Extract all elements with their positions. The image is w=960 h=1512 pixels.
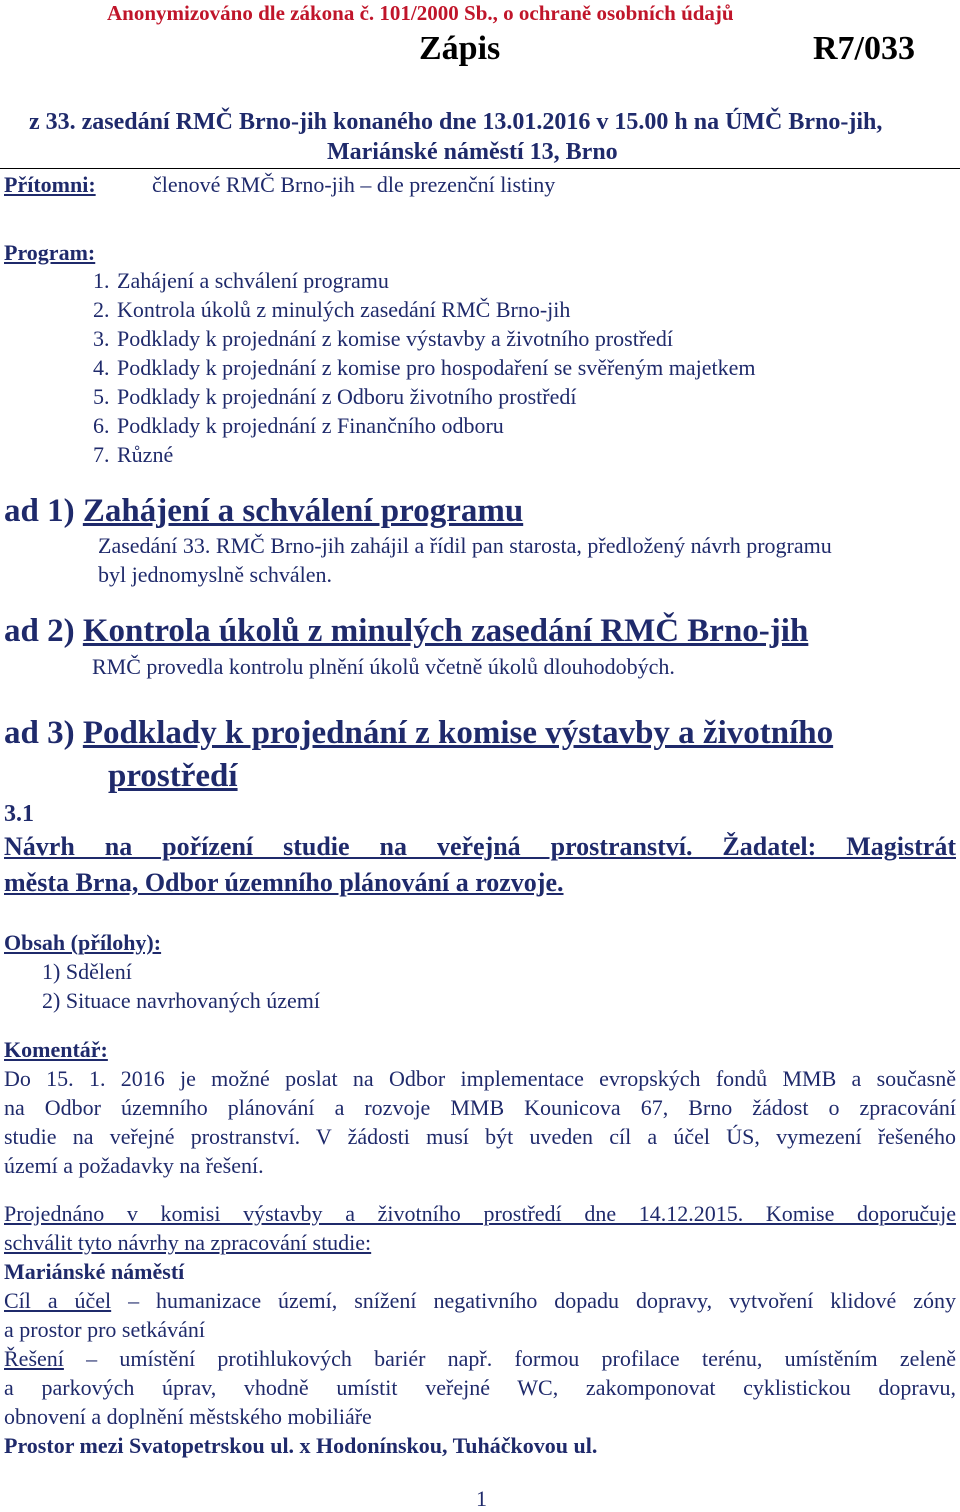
goal-line-2: a prostor pro setkávání bbox=[4, 1317, 205, 1342]
section-heading-ad3 bbox=[4, 714, 833, 752]
program-item: 1. Zahájení a schválení programu bbox=[93, 268, 389, 293]
comment-line: Do 15. 1. 2016 je možné poslat na Odbor implementace evropských fondů MMB a současně bbox=[4, 1066, 956, 1091]
section-prefix: ad 3) bbox=[4, 715, 75, 751]
comment-line: studie na veřejné prostranství. V žádosti musí být uveden cíl a účel ÚS, vymezení řešeného bbox=[4, 1124, 956, 1149]
contents-item: 2) Situace navrhovaných území bbox=[42, 988, 320, 1013]
session-line-1: z 33. zasedání RMČ Brno-jih konaného dne 13.01.2016 v 15.00 h na ÚMČ Brno-jih, bbox=[29, 109, 883, 135]
anonymization-notice: Anonymizováno dle zákona č. 101/2000 Sb., o ochraně osobních údajů bbox=[107, 1, 734, 25]
solution-line-2: a parkových úprav, vhodně umístit veřejné WC, zakomponovat cyklistickou dopravu, bbox=[4, 1375, 956, 1400]
section-title-continued: prostředí bbox=[108, 758, 238, 794]
program-item: 5. Podklady k projednání z Odboru životního prostředí bbox=[93, 384, 577, 409]
attendance-label: Přítomni: bbox=[4, 172, 96, 197]
goal-line-1: Cíl a účel – humanizace území, snížení negativního dopadu dopravy, vytvoření klidové zóny bbox=[4, 1288, 956, 1313]
program-item: 6. Podklady k projednání z Finančního odboru bbox=[93, 413, 504, 438]
program-item: 3. Podklady k projednání z komise výstavby a životního prostředí bbox=[93, 326, 674, 351]
ad1-body-line-1: Zasedání 33. RMČ Brno-jih zahájil a řídil pan starosta, předložený návrh programu bbox=[98, 533, 832, 558]
attendance-value: členové RMČ Brno-jih – dle prezenční listiny bbox=[152, 172, 556, 197]
program-list bbox=[93, 268, 755, 471]
section-prefix: ad 1) bbox=[4, 493, 75, 529]
goal-label: Cíl a účel bbox=[4, 1288, 112, 1313]
section-heading-ad1 bbox=[4, 492, 523, 530]
header-divider bbox=[0, 168, 960, 169]
section-heading-ad2 bbox=[4, 612, 808, 650]
contents-label: Obsah (přílohy): bbox=[4, 930, 162, 955]
page-number: 1 bbox=[476, 1486, 487, 1511]
program-item: 4. Podklady k projednání z komise pro hospodaření se svěřeným majetkem bbox=[93, 355, 756, 380]
place-heading-marianske: Mariánské náměstí bbox=[4, 1259, 185, 1284]
comment-line: na Odbor územního plánování a rozvoje MMB Kounicova 67, Brno žádost o zpracování bbox=[4, 1095, 956, 1120]
doc-reference: R7/033 bbox=[813, 30, 915, 67]
doc-title: Zápis bbox=[419, 30, 501, 67]
comment-label: Komentář: bbox=[4, 1037, 108, 1062]
contents-item: 1) Sdělení bbox=[42, 959, 132, 984]
item-number: 3.1 bbox=[4, 801, 34, 827]
comment-line: území a požadavky na řešení. bbox=[4, 1153, 264, 1178]
solution-line-1: Řešení – umístění protihlukových bariér např. formou profilace terénu, umístěním zeleně bbox=[4, 1346, 956, 1371]
section-title: Kontrola úkolů z minulých zasedání RMČ Brno-jih bbox=[82, 613, 809, 649]
solution-label: Řešení bbox=[4, 1346, 64, 1371]
solution-line-3: obnovení a doplnění městského mobiliáře bbox=[4, 1404, 372, 1429]
committee-line-2: schválit tyto návrhy na zpracování studie: bbox=[4, 1230, 372, 1255]
section-title: Zahájení a schválení programu bbox=[82, 493, 524, 529]
item-heading-line-2: města Brna, Odbor územního plánování a rozvoje. bbox=[4, 868, 564, 897]
item-heading-line-1: Návrh na pořízení studie na veřejná prostranství. Žadatel: Magistrát bbox=[4, 832, 956, 861]
section-prefix: ad 2) bbox=[4, 613, 75, 649]
ad1-body-line-2: byl jednomyslně schválen. bbox=[98, 562, 333, 587]
program-item: 2. Kontrola úkolů z minulých zasedání RMČ Brno-jih bbox=[93, 297, 571, 322]
program-item: 7. Různé bbox=[93, 442, 174, 467]
ad2-body: RMČ provedla kontrolu plnění úkolů včetně úkolů dlouhodobých. bbox=[92, 654, 675, 679]
program-label: Program: bbox=[4, 240, 96, 265]
place-heading-svatopetrska: Prostor mezi Svatopetrskou ul. x Hodonínskou, Tuháčkovou ul. bbox=[4, 1433, 598, 1458]
section-title: Podklady k projednání z komise výstavby a životního bbox=[82, 715, 834, 751]
committee-line-1: Projednáno v komisi výstavby a životního prostředí dne 14.12.2015. Komise doporučuje bbox=[4, 1201, 956, 1226]
session-line-2: Mariánské náměstí 13, Brno bbox=[327, 139, 618, 165]
